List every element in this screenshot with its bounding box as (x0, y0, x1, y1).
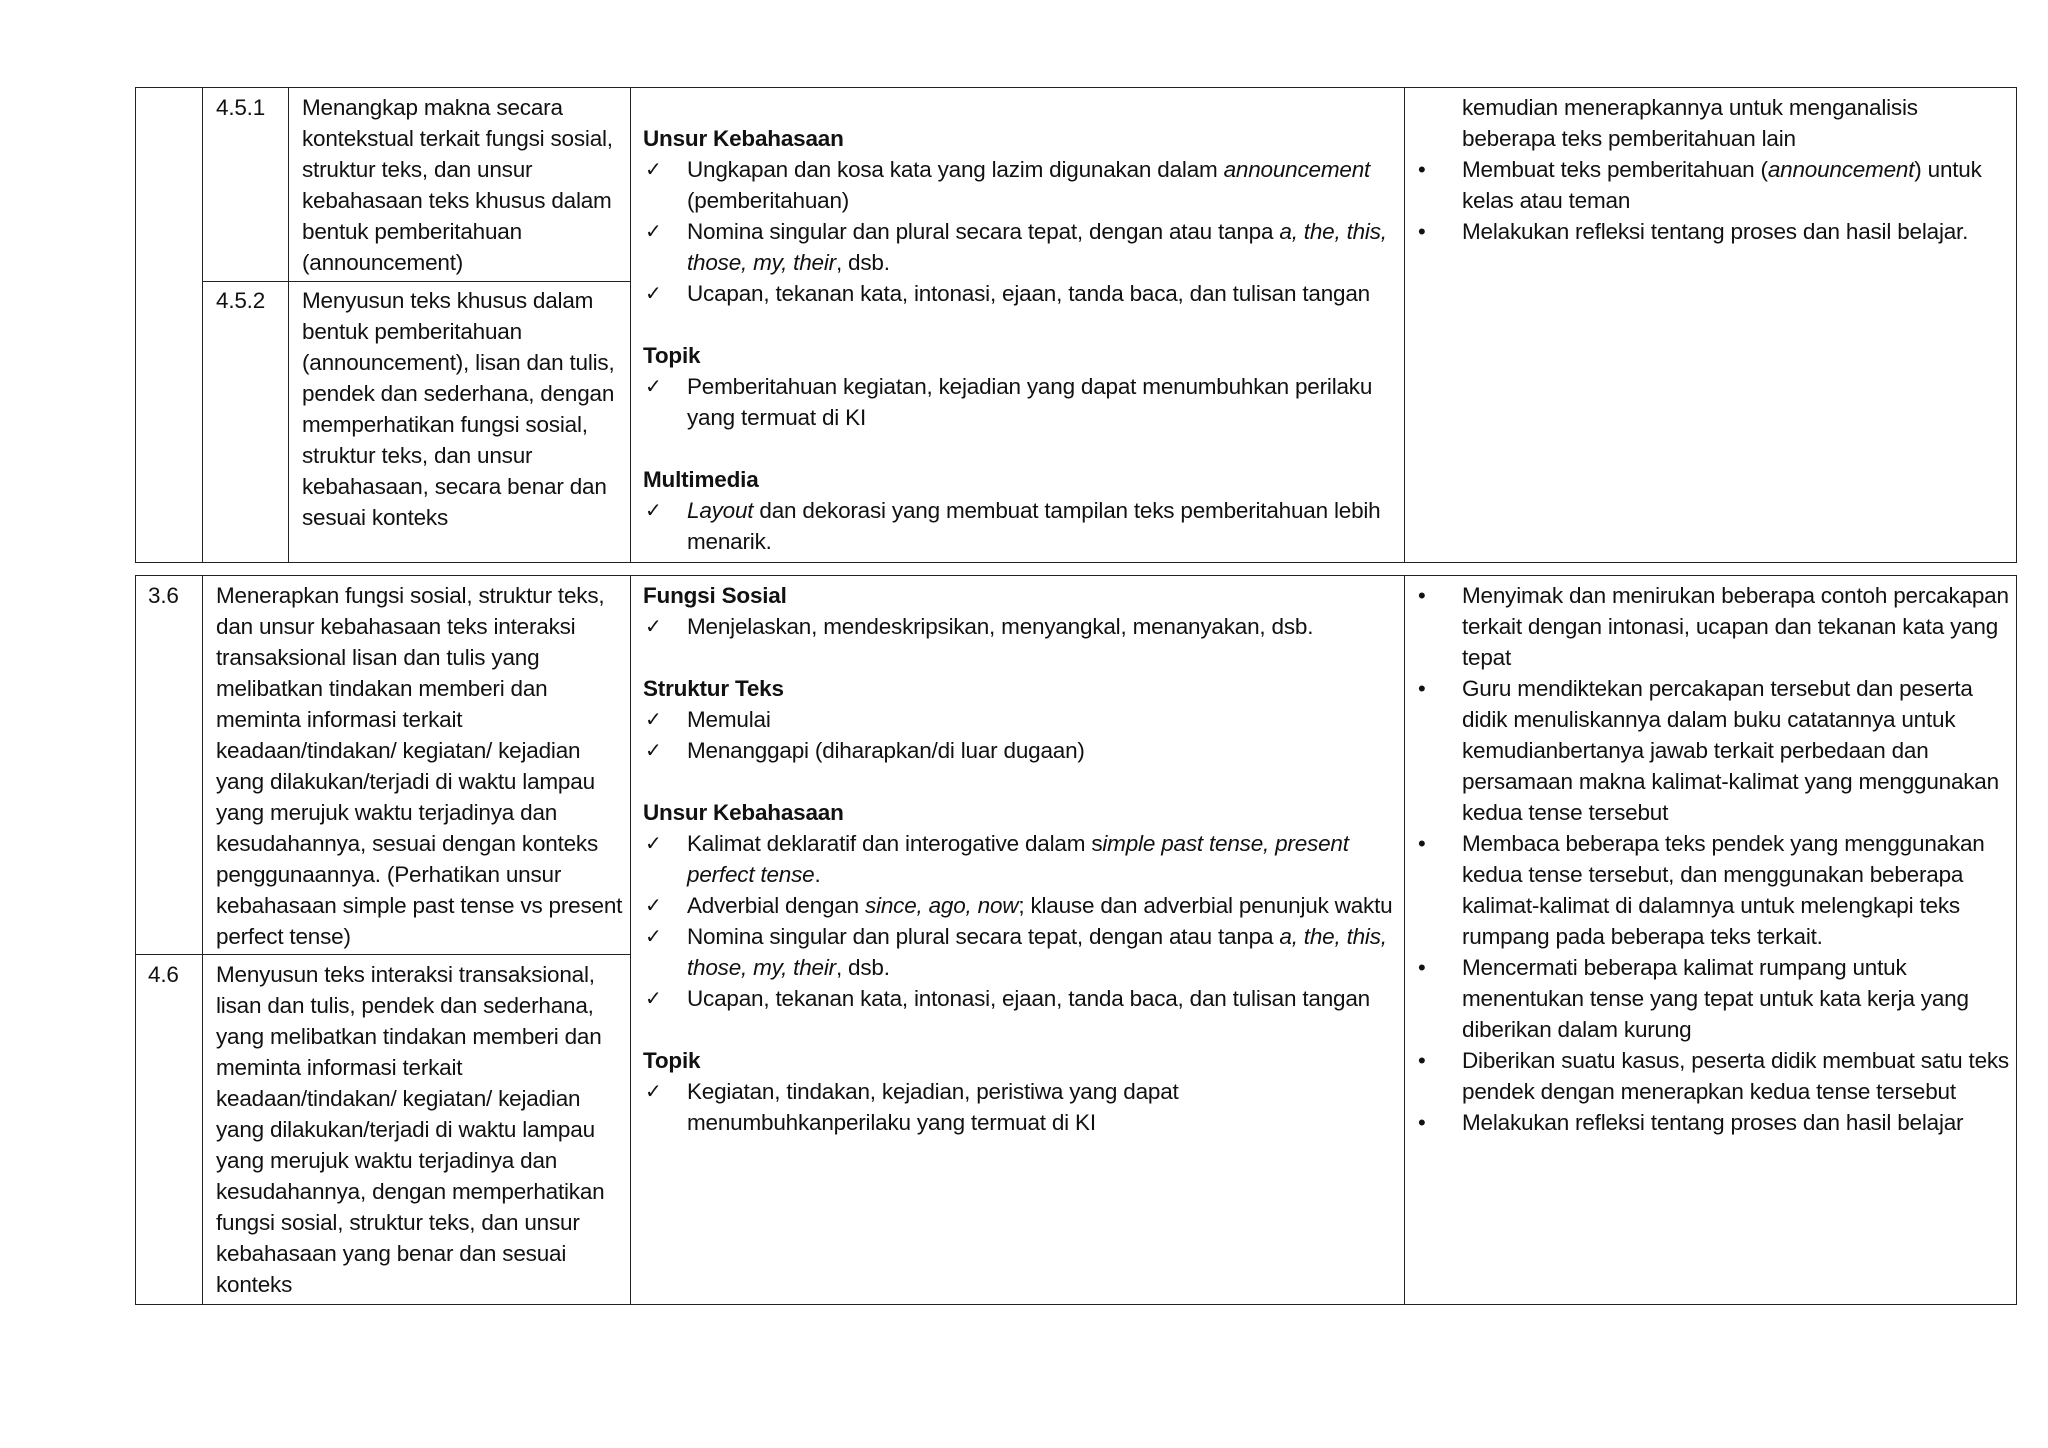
materi-cell (643, 123, 1403, 557)
list-item: • Membuat teks pemberitahuan (announcement) untuk kelas atau teman (1418, 154, 2010, 216)
competency-text: Menyusun teks interaksi transaksional, lisan dan tulis, pendek dan sederhana, yang melibatkan tindakan memberi dan meminta informasi terkait keadaan/tindakan/ kegiatan/ kejadian yang dilakukan/terjadi di waktu lampau yang merujuk waktu terjadinya dan kesudahannya, dengan memperhatikan fungsi sosial, struktur teks, dan unsur kebahasaan yang benar dan sesuai konteks (216, 962, 605, 1297)
competency-code: 4.5.2 (216, 288, 266, 313)
bullet-icon: • (1418, 219, 1426, 244)
list-item: ✓ Ungkapan dan kosa kata yang lazim digunakan dalam announcement (pemberitahuan) (643, 154, 1403, 216)
list-item: ✓ Menjelaskan, mendeskripsikan, menyangkal, menanyakan, dsb. (643, 611, 1403, 642)
section-heading: Topik (643, 1048, 701, 1073)
section-heading: Unsur Kebahasaan (643, 126, 844, 151)
check-icon: ✓ (645, 157, 662, 181)
check-icon: ✓ (645, 614, 662, 638)
list-item: ✓ Ucapan, tekanan kata, intonasi, ejaan, tanda baca, dan tulisan tangan (643, 983, 1403, 1014)
list-item: • Guru mendiktekan percakapan tersebut dan peserta didik menuliskannya dalam buku catatannya untuk kemudianbertanya jawab terkait perbedaan dan persamaan makna kalimat-kalimat yang menggunakan kedua tense tersebut (1418, 673, 2012, 828)
list-item: ✓ Memulai (643, 704, 1403, 735)
kegiatan-cell (1418, 92, 2010, 247)
section-heading: Unsur Kebahasaan (643, 800, 844, 825)
column-divider (630, 88, 631, 562)
section-heading: Multimedia (643, 467, 759, 492)
check-icon: ✓ (645, 281, 662, 305)
list-item: ✓ Adverbial dengan since, ago, now; klause dan adverbial penunjuk waktu (643, 890, 1403, 921)
list-item: ✓ Kalimat deklaratif dan interogative dalam simple past tense, present perfect tense. (643, 828, 1403, 890)
column-divider (1404, 88, 1405, 562)
bullet-icon: • (1418, 583, 1426, 608)
row-divider (202, 281, 630, 282)
row-divider (136, 954, 630, 955)
bullet-icon: • (1418, 1048, 1426, 1073)
list-item: ✓ Nomina singular dan plural secara tepat, dengan atau tanpa a, the, this, those, my, their, dsb. (643, 216, 1403, 278)
check-icon: ✓ (645, 986, 662, 1010)
list-item: kemudian menerapkannya untuk menganalisis beberapa teks pemberitahuan lain (1462, 95, 1918, 151)
bullet-icon: • (1418, 955, 1426, 980)
column-divider (202, 576, 203, 1304)
section-heading: Fungsi Sosial (643, 583, 787, 608)
list-item: ✓ Kegiatan, tindakan, kejadian, peristiwa yang dapat menumbuhkanperilaku yang termuat di KI (643, 1076, 1403, 1138)
bullet-icon: • (1418, 831, 1426, 856)
list-item: • Menyimak dan menirukan beberapa contoh percakapan terkait dengan intonasi, ucapan dan tekanan kata yang tepat (1418, 580, 2012, 673)
list-item: ✓ Ucapan, tekanan kata, intonasi, ejaan, tanda baca, dan tulisan tangan (643, 278, 1403, 309)
check-icon: ✓ (645, 219, 662, 243)
competency-text: Menangkap makna secara kontekstual terkait fungsi sosial, struktur teks, dan unsur kebahasaan teks khusus dalam bentuk pemberitahuan (announcement) (302, 95, 613, 275)
competency-code: 4.5.1 (216, 95, 266, 120)
list-item: • Membaca beberapa teks pendek yang menggunakan kedua tense tersebut, dan menggunakan beberapa kalimat-kalimat di dalamnya untuk melengkapi teks rumpang pada beberapa teks terkait. (1418, 828, 2012, 952)
check-icon: ✓ (645, 893, 662, 917)
kegiatan-cell (1418, 580, 2012, 1138)
section-heading: Topik (643, 343, 701, 368)
competency-text: Menerapkan fungsi sosial, struktur teks, dan unsur kebahasaan teks interaksi transaksional lisan dan tulis yang melibatkan tindakan memberi dan meminta informasi terkait keadaan/tindakan/ kegiatan/ kejadian yang dilakukan/terjadi di waktu lampau yang merujuk waktu terjadinya dan kesudahannya, sesuai dengan konteks penggunaannya. (Perhatikan unsur kebahasaan simple past tense vs present perfect tense) (216, 583, 623, 949)
syllabus-table (135, 575, 2017, 1305)
list-item: • Diberikan suatu kasus, peserta didik membuat satu teks pendek dengan menerapkan kedua tense tersebut (1418, 1045, 2012, 1107)
syllabus-table-continued (135, 87, 2017, 563)
check-icon: ✓ (645, 1079, 662, 1103)
competency-code: 3.6 (148, 583, 179, 608)
competency-code: 4.6 (148, 962, 179, 987)
section-heading: Struktur Teks (643, 676, 784, 701)
check-icon: ✓ (645, 924, 662, 948)
bullet-icon: • (1418, 157, 1426, 182)
check-icon: ✓ (645, 707, 662, 731)
competency-text: Menyusun teks khusus dalam bentuk pemberitahuan (announcement), lisan dan tulis, pendek dan sederhana, dengan memperhatikan fungsi sosial, struktur teks, dan unsur kebahasaan, secara benar dan sesuai konteks (302, 288, 615, 530)
list-item: ✓ Nomina singular dan plural secara tepat, dengan atau tanpa a, the, this, those, my, their, dsb. (643, 921, 1403, 983)
list-item: • Mencermati beberapa kalimat rumpang untuk menentukan tense yang tepat untuk kata kerja yang diberikan dalam kurung (1418, 952, 2012, 1045)
list-item: • Melakukan refleksi tentang proses dan hasil belajar (1418, 1107, 2012, 1138)
column-divider (630, 576, 631, 1304)
column-divider (202, 88, 203, 562)
list-item: • Melakukan refleksi tentang proses dan hasil belajar. (1418, 216, 2010, 247)
list-item: ✓ Layout dan dekorasi yang membuat tampilan teks pemberitahuan lebih menarik. (643, 495, 1403, 557)
check-icon: ✓ (645, 831, 662, 855)
bullet-icon: • (1418, 676, 1426, 701)
column-divider (288, 88, 289, 562)
check-icon: ✓ (645, 738, 662, 762)
check-icon: ✓ (645, 374, 662, 398)
column-divider (1404, 576, 1405, 1304)
list-item: ✓ Menanggapi (diharapkan/di luar dugaan) (643, 735, 1403, 766)
materi-cell (643, 580, 1403, 1138)
bullet-icon: • (1418, 1110, 1426, 1135)
list-item: ✓ Pemberitahuan kegiatan, kejadian yang dapat menumbuhkan perilaku yang termuat di KI (643, 371, 1403, 433)
check-icon: ✓ (645, 498, 662, 522)
